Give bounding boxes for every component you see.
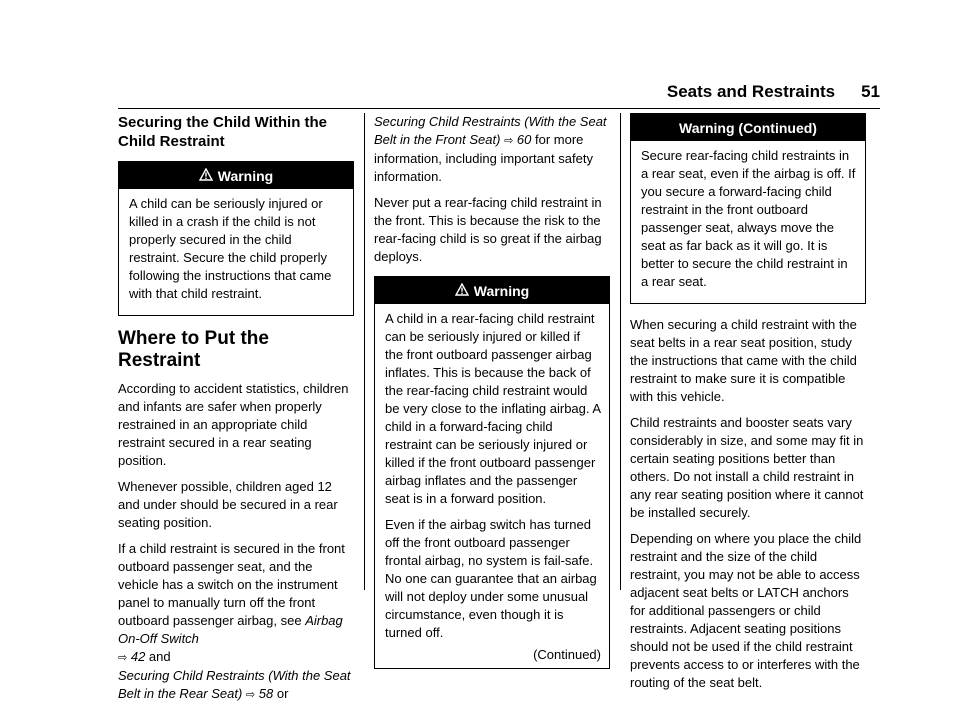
page-reference-arrow-icon: ⇨ <box>245 689 256 701</box>
warning-text: A child in a rear-facing child restraint can be seriously injured or killed if the front outboard passenger airbag inflates. This is because the back of the rear-facing child restraint would be very close to the inflating airbag. A child in a forward-facing child restraint can be seriously injured or killed if the front outboard passenger airbag inflates and the passenger seat is in a forward position. <box>385 311 601 506</box>
column-3 <box>630 113 866 700</box>
warning-text: Secure rear-facing child restraints in a rear seat, even if the airbag is off. If you secure a forward-facing child restraint in the front outboard passenger seat, always move the seat as far back as it will go. It is better to secure the child restraint in a rear seat. <box>641 148 856 289</box>
page-header <box>0 82 880 102</box>
continued-label: (Continued) <box>533 647 601 662</box>
header-divider <box>118 108 880 109</box>
column-divider-1 <box>364 113 365 590</box>
column-divider-2 <box>620 113 621 590</box>
paragraph: Whenever possible, children aged 12 and under should be secured in a rear seating position. <box>118 479 338 530</box>
cross-reference-link[interactable]: Securing Child Restraints (With the Seat Belt in the Rear Seat) <box>118 668 351 701</box>
warning-box <box>374 276 610 669</box>
paragraph: Depending on where you place the child restraint and the size of the child restraint, you may not be able to access adjacent seat belts or LATCH anchors for additional passengers or child restraints. Adjacent seating positions should not be used if the child restraint prevents access to or interferes with the routing of the seat belt. <box>630 531 862 690</box>
page-reference-arrow-icon: ⇨ <box>504 135 514 147</box>
cross-reference-link[interactable]: Airbag On-Off Switch <box>118 613 343 646</box>
warning-box-continued <box>630 113 866 304</box>
warning-header <box>119 162 353 189</box>
subsection-heading: Securing the Child Within the Child Restraint <box>118 114 328 150</box>
warning-triangle-icon <box>455 282 469 300</box>
warning-header: Warning (Continued) <box>631 114 865 141</box>
column-2 <box>374 113 610 681</box>
section-heading: Where to Put the Restraint <box>118 328 269 371</box>
warning-text: A child can be seriously injured or killed in a crash if the child is not properly secured in the child restraint. Secure the child properly following the instructions that came with that child restraint. <box>129 196 332 301</box>
page-reference[interactable]: 42 <box>130 649 146 664</box>
paragraph: When securing a child restraint with the seat belts in a rear seat position, study the instructions that came with the child restraint to make sure it is compatible with this vehicle. <box>630 317 857 404</box>
warning-body <box>119 189 353 315</box>
warning-body <box>631 141 865 303</box>
page-reference[interactable]: 58 <box>258 686 274 701</box>
warning-title: Warning <box>217 168 274 184</box>
page-number: 51 <box>861 82 880 101</box>
warning-title: Warning <box>473 283 530 299</box>
warning-box <box>118 161 354 316</box>
paragraph: If a child restraint is secured in the front outboard passenger seat, and the vehicle has a switch on the instrument panel to manually turn off the front outboard passenger airbag, see Airbag On-Off Switch ⇨ 42 and Securing Child Restraints (With the Seat Belt in the Rear Seat) ⇨ 58 or <box>118 541 351 701</box>
warning-triangle-icon <box>199 167 213 185</box>
cross-reference-link[interactable]: Securing Child Restraints (With the Seat Belt in the Front Seat) <box>374 114 607 147</box>
page-reference-arrow-icon: ⇨ <box>118 652 128 664</box>
page-reference[interactable]: 60 <box>516 132 532 147</box>
warning-text: Even if the airbag switch has turned off the front outboard passenger frontal airbag, no system is fail-safe. No one can guarantee that an airbag will not deploy under some unusual circumstance, even though it is turned off. <box>385 517 597 640</box>
paragraph: Securing Child Restraints (With the Seat Belt in the Front Seat) ⇨ 60 for more information, including important safety information. <box>374 114 607 184</box>
column-1 <box>118 113 354 712</box>
paragraph: According to accident statistics, children and infants are safer when properly restrained in an appropriate child restraint secured in a rear seating position. <box>118 381 349 468</box>
chapter-title: Seats and Restraints <box>666 82 836 101</box>
paragraph: Never put a rear-facing child restraint in the front. This is because the risk to the rear-facing child is so great if the airbag deploys. <box>374 195 602 264</box>
warning-body <box>375 304 609 668</box>
paragraph: Child restraints and booster seats vary considerably in size, and some may fit in certain seating positions better than others. Do not install a child restraint in any rear seating position where it cannot be installed securely. <box>630 415 864 520</box>
warning-header <box>375 277 609 304</box>
